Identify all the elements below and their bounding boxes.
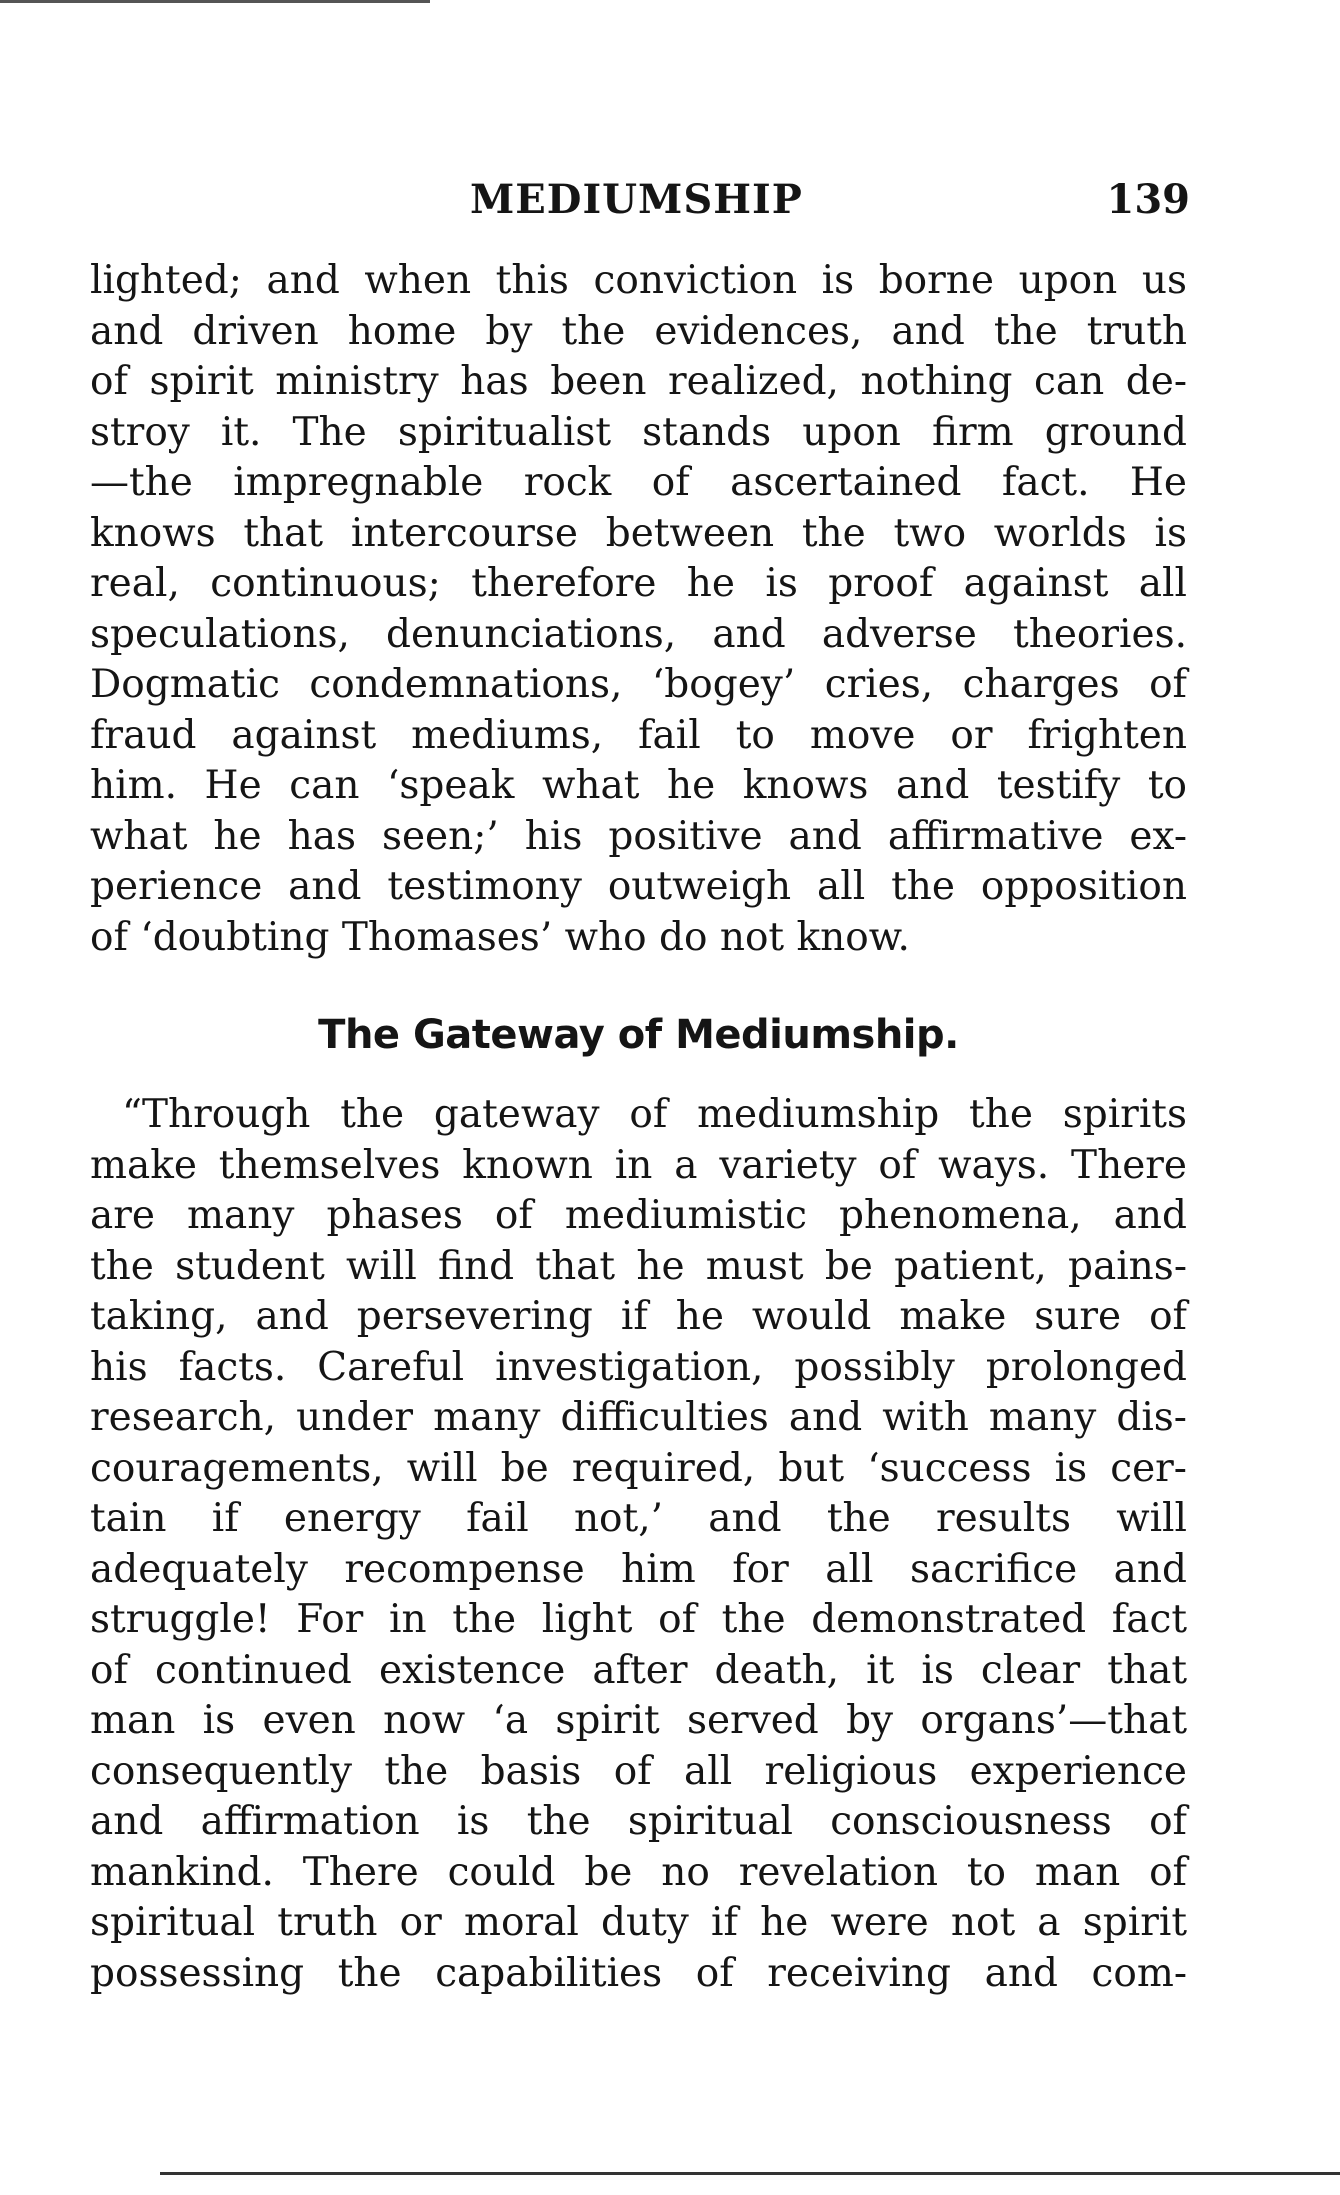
text-line: adequately recompense him for all sacrifice and (90, 1546, 1187, 1592)
text-line: struggle! For in the light of the demonstrated fact (90, 1597, 1187, 1642)
text-line: speculations, denunciations, and adverse theories. (90, 611, 1187, 657)
scan-edge-top (0, 0, 430, 3)
text-line: of spirit ministry has been realized, nothing can de- (90, 359, 1187, 404)
text-line: lighted; and when this conviction is borne upon us (90, 258, 1187, 303)
running-head-title: MEDIUMSHIP (470, 176, 803, 223)
text-line: him. He can ‘speak what he knows and testify to (90, 763, 1187, 808)
scan-edge-bottom (160, 2172, 1340, 2175)
text-line: research, under many difficulties and with many dis- (90, 1395, 1187, 1440)
text-line: “Through the gateway of mediumship the spirits (122, 1092, 1187, 1137)
page-number: 139 (1106, 176, 1190, 223)
text-line: consequently the basis of all religious experience (90, 1748, 1187, 1794)
text-line: are many phases of mediumistic phenomena, and (90, 1193, 1187, 1238)
text-line: tain if energy fail not,’ and the results will (90, 1496, 1187, 1541)
text-line: knows that intercourse between the two worlds is (90, 510, 1187, 556)
text-line: spiritual truth or moral duty if he were not a spirit (90, 1900, 1187, 1945)
text-line: real, continuous; therefore he is proof against all (90, 561, 1187, 606)
text-line: possessing the capabilities of receiving and com- (90, 1950, 1187, 1996)
text-line: fraud against mediums, fail to move or frighten (90, 712, 1187, 758)
text-line: man is even now ‘a spirit served by organs’—that (90, 1698, 1187, 1743)
text-line: the student will find that he must be patient, pains- (90, 1243, 1187, 1289)
text-line: mankind. There could be no revelation to man of (90, 1849, 1187, 1895)
text-line: make themselves known in a variety of ways. There (90, 1142, 1187, 1188)
paragraph-gateway (90, 1090, 1187, 1999)
text-line: and affirmation is the spiritual consciousness of (90, 1799, 1187, 1844)
text-line: perience and testimony outweigh all the opposition (90, 864, 1187, 909)
text-line: of continued existence after death, it is clear that (90, 1647, 1187, 1693)
text-line: —the impregnable rock of ascertained fact. He (90, 460, 1187, 505)
text-line: stroy it. The spiritualist stands upon firm ground (90, 409, 1187, 455)
text-line: of ‘doubting Thomases’ who do not know. (90, 914, 910, 960)
running-head (90, 176, 1190, 232)
paragraph-continued (90, 256, 1187, 963)
text-line: Dogmatic condemnations, ‘bogey’ cries, charges of (90, 662, 1187, 707)
text-line: couragements, will be required, but ‘success is cer- (90, 1445, 1187, 1491)
text-line: what he has seen;’ his positive and affirmative ex- (90, 813, 1187, 859)
text-line: and driven home by the evidences, and the truth (90, 308, 1187, 354)
section-heading: The Gateway of Mediumship. (318, 1012, 959, 1058)
text-line: his facts. Careful investigation, possibly prolonged (90, 1344, 1187, 1390)
text-line: taking, and persevering if he would make sure of (90, 1294, 1187, 1339)
